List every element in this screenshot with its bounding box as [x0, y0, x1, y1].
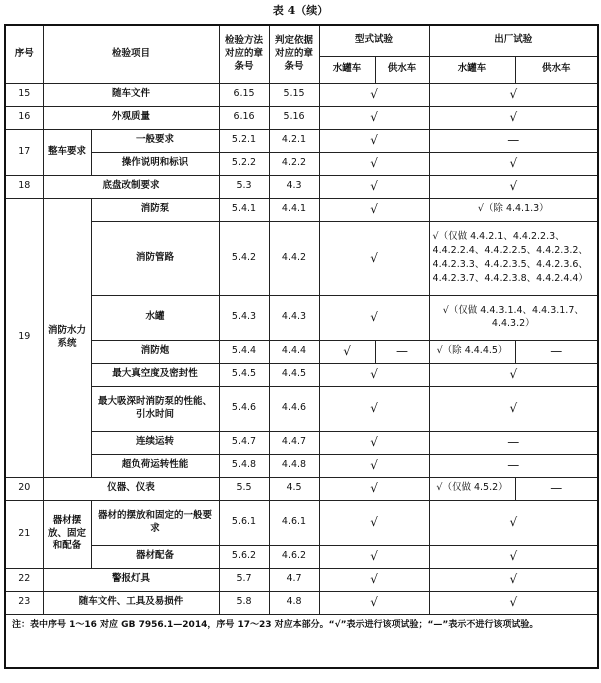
cell-factory: √: [429, 152, 598, 175]
cell-factory: √: [429, 386, 598, 431]
cell-type: √: [319, 221, 429, 295]
cell-factory: √: [429, 568, 598, 591]
cell-method: 5.6.1: [219, 500, 269, 545]
cell-group: 器材摆放、固定和配备: [43, 500, 91, 568]
cell-criteria: 4.4.7: [269, 431, 319, 454]
table-row: [5, 363, 598, 386]
cell-criteria: 4.6.1: [269, 500, 319, 545]
cell-item: 操作说明和标识: [91, 152, 219, 175]
cell-method: 5.5: [219, 477, 269, 500]
cell-item: 警报灯具: [43, 568, 219, 591]
cell-item: 最大真空度及密封性: [91, 363, 219, 386]
cell-item: 器材配备: [91, 545, 219, 568]
cell-criteria: 4.8: [269, 591, 319, 614]
cell-type: √: [319, 431, 429, 454]
table-row: [5, 83, 598, 106]
cell-item: 连续运转: [91, 431, 219, 454]
cell-method: 5.7: [219, 568, 269, 591]
cell-group: 整车要求: [43, 129, 91, 175]
cell-criteria: 5.15: [269, 83, 319, 106]
cell-item: 消防炮: [91, 340, 219, 363]
table-row: [5, 198, 598, 221]
table-row: [5, 221, 598, 295]
cell-criteria: 4.2.2: [269, 152, 319, 175]
cell-item: 底盘改制要求: [43, 175, 219, 198]
cell-factory-supply: —: [515, 340, 598, 363]
header-criteria: 判定依据对应的章条号: [269, 25, 319, 83]
cell-factory: —: [429, 129, 598, 152]
header-type-tanker: 水罐车: [319, 56, 375, 83]
cell-criteria: 4.4.6: [269, 386, 319, 431]
cell-type: √: [319, 175, 429, 198]
table-row: [5, 152, 598, 175]
cell-criteria: 4.4.5: [269, 363, 319, 386]
cell-criteria: 4.6.2: [269, 545, 319, 568]
cell-type: √: [319, 454, 429, 477]
table-caption: 表 4（续）: [272, 4, 329, 17]
cell-factory-supply: —: [515, 477, 598, 500]
cell-seq: 18: [5, 175, 43, 198]
cell-factory: —: [429, 454, 598, 477]
cell-type: √: [319, 386, 429, 431]
cell-method: 5.4.7: [219, 431, 269, 454]
cell-item: 消防管路: [91, 221, 219, 295]
cell-seq: 15: [5, 83, 43, 106]
cell-method: 5.4.8: [219, 454, 269, 477]
table-note: 注：表中序号 1～16 对应 GB 7956.1—2014，序号 17～23 对应本部分。“√”表示进行该项试验；“—”表示不进行该项试验。: [5, 614, 598, 668]
cell-criteria: 4.5: [269, 477, 319, 500]
cell-method: 5.2.2: [219, 152, 269, 175]
header-type-supply: 供水车: [375, 56, 429, 83]
cell-method: 6.15: [219, 83, 269, 106]
table-row: [5, 295, 598, 340]
table-row: [5, 568, 598, 591]
cell-method: 5.4.4: [219, 340, 269, 363]
cell-type: √: [319, 152, 429, 175]
cell-factory: √: [429, 500, 598, 545]
table-note-row: [5, 614, 598, 668]
cell-seq: 19: [5, 198, 43, 477]
cell-factory-tanker: √（仅做 4.5.2）: [429, 477, 515, 500]
cell-criteria: 4.4.2: [269, 221, 319, 295]
cell-item: 随车文件、工具及易损件: [43, 591, 219, 614]
cell-type-tanker: √: [319, 340, 375, 363]
cell-seq: 17: [5, 129, 43, 175]
cell-item: 消防泵: [91, 198, 219, 221]
cell-seq: 16: [5, 106, 43, 129]
table-row: [5, 477, 598, 500]
cell-type: √: [319, 198, 429, 221]
header-seq: 序号: [5, 25, 43, 83]
cell-type: √: [319, 295, 429, 340]
header-item: 检验项目: [43, 25, 219, 83]
table-row: [5, 454, 598, 477]
cell-item: 最大吸深时消防泵的性能、引水时间: [91, 386, 219, 431]
cell-criteria: 4.2.1: [269, 129, 319, 152]
header-type-test: 型式试验: [319, 25, 429, 56]
cell-item: 一般要求: [91, 129, 219, 152]
cell-factory: √（仅做 4.4.3.1.4、4.4.3.1.7、4.4.3.2）: [429, 295, 598, 340]
cell-method: 5.4.2: [219, 221, 269, 295]
cell-type: √: [319, 477, 429, 500]
cell-method: 5.4.1: [219, 198, 269, 221]
cell-seq: 23: [5, 591, 43, 614]
inspection-table: [4, 24, 599, 669]
cell-criteria: 4.7: [269, 568, 319, 591]
header-factory-supply: 供水车: [515, 56, 598, 83]
cell-factory: —: [429, 431, 598, 454]
cell-method: 5.4.3: [219, 295, 269, 340]
cell-method: 6.16: [219, 106, 269, 129]
cell-factory: √: [429, 545, 598, 568]
table-row: [5, 545, 598, 568]
header-factory-test: 出厂试验: [429, 25, 598, 56]
cell-type: √: [319, 363, 429, 386]
cell-method: 5.2.1: [219, 129, 269, 152]
cell-factory: √: [429, 591, 598, 614]
table-row: [5, 106, 598, 129]
table-row: [5, 500, 598, 545]
cell-item: 外观质量: [43, 106, 219, 129]
cell-seq: 21: [5, 500, 43, 568]
cell-factory-tanker: √（除 4.4.4.5）: [429, 340, 515, 363]
cell-criteria: 4.4.4: [269, 340, 319, 363]
cell-type: √: [319, 568, 429, 591]
cell-method: 5.8: [219, 591, 269, 614]
cell-item: 随车文件: [43, 83, 219, 106]
table-row: [5, 340, 598, 363]
header-method: 检验方法对应的章条号: [219, 25, 269, 83]
table-row: [5, 591, 598, 614]
cell-criteria: 4.4.8: [269, 454, 319, 477]
cell-method: 5.4.5: [219, 363, 269, 386]
table-row: [5, 386, 598, 431]
cell-group: 消防水力系统: [43, 198, 91, 477]
cell-item: 器材的摆放和固定的一般要求: [91, 500, 219, 545]
table-row: [5, 175, 598, 198]
cell-factory: √（仅做 4.4.2.1、4.4.2.2.3、4.4.2.2.4、4.4.2.2.5、4.4.2.3.2、4.4.2.3.3、4.4.2.3.5、4.4.2.3.6、4.4.2.3.7、4.4.2.3.8、4.4.2.4.4）: [429, 221, 598, 295]
cell-type: √: [319, 545, 429, 568]
cell-item: 水罐: [91, 295, 219, 340]
cell-type: √: [319, 129, 429, 152]
cell-factory: √: [429, 106, 598, 129]
cell-type: √: [319, 591, 429, 614]
cell-seq: 20: [5, 477, 43, 500]
table-row: [5, 431, 598, 454]
cell-type-supply: —: [375, 340, 429, 363]
cell-item: 仪器、仪表: [43, 477, 219, 500]
table-row: [5, 129, 598, 152]
cell-factory: √: [429, 175, 598, 198]
cell-method: 5.3: [219, 175, 269, 198]
cell-criteria: 4.4.3: [269, 295, 319, 340]
cell-factory: √: [429, 83, 598, 106]
cell-factory: √: [429, 363, 598, 386]
cell-method: 5.4.6: [219, 386, 269, 431]
cell-criteria: 4.3: [269, 175, 319, 198]
cell-factory: √（除 4.4.1.3）: [429, 198, 598, 221]
cell-criteria: 5.16: [269, 106, 319, 129]
cell-type: √: [319, 500, 429, 545]
cell-method: 5.6.2: [219, 545, 269, 568]
cell-criteria: 4.4.1: [269, 198, 319, 221]
cell-type: √: [319, 106, 429, 129]
cell-seq: 22: [5, 568, 43, 591]
cell-type: √: [319, 83, 429, 106]
cell-item: 超负荷运转性能: [91, 454, 219, 477]
header-factory-tanker: 水罐车: [429, 56, 515, 83]
